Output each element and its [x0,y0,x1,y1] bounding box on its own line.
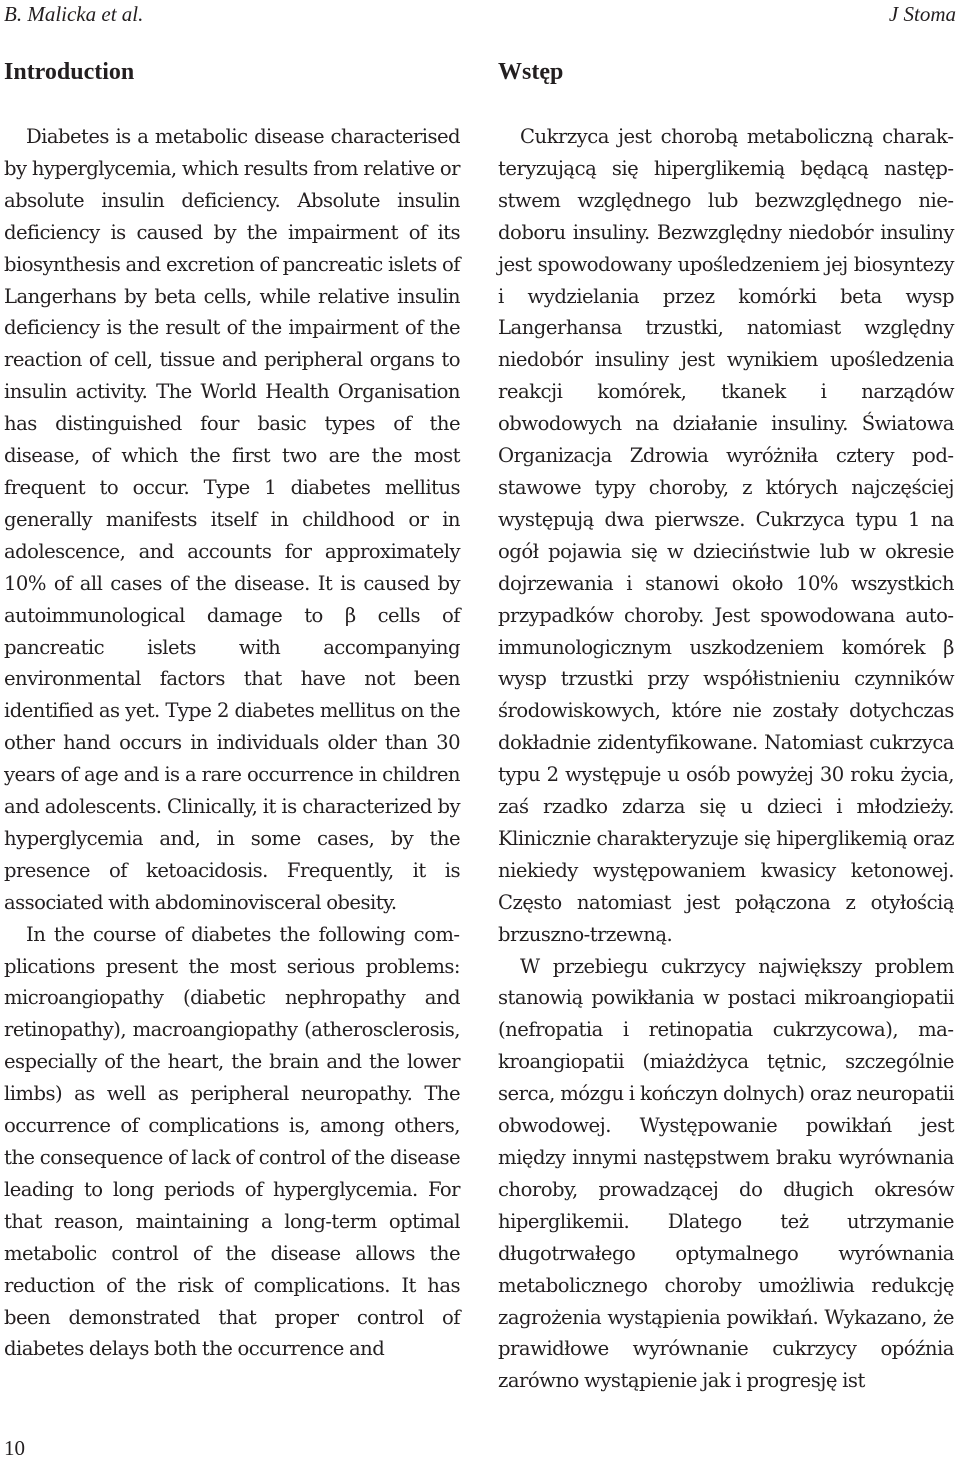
paragraph: W przebiegu cukrzycy największy problem stanowią powikłania w postaci mikroangiopatii (nefropatia i retinopatia cukrzycowa), makroangiopatii (miażdżyca tętnic, szczególnie serca, mózgu i kończyn dolnych) oraz neuropatii obwodowej. Występowanie powikłań jest między innymi następstwem braku wyrównania choroby, prowadzącej do długich okresów hiperglikemii. Dlatego też utrzymanie długotrwałego optymalnego wyrównania metabolicznego choroby umożliwia redukcję zagrożenia wystąpienia powikłań. Wykazano, że prawidłowe wyrównanie cukrzycy opóźnia zarówno wystąpienie jak i progresję ist [498,954,954,1393]
running-head-authors: B. Malicka et al. [4,2,144,26]
page-number: 10 [4,1436,25,1460]
section-heading-wstep: Wstęp [498,59,564,85]
section-heading-introduction: Introduction [4,59,135,85]
paragraph: Cukrzyca jest chorobą metaboliczną charakteryzującą się hiperglikemią będącą następstwem względnego lub bezwzględnego niedoboru insuliny. Bezwzględny niedobór insuliny jest spowodowany upośledzeniem jej biosyntezy i wydzielania przez komórki beta wysp Langerhansa trzustki, natomiast względny niedobór insuliny jest wynikiem upośledzenia reakcji komórek, tkanek i narządów obwodowych na działanie insuliny. Światowa Organizacja Zdrowia wyróżniła cztery podstawowe typy choroby, z których najczęściej występują dwa pierwsze. Cukrzyca typu 1 na ogół pojawia się w dzieciństwie lub w okresie dojrzewania i stanowi około 10% wszystkich przypadków choroby. Jest spowodowana autoimmunologicznym uszkodzeniem komórek β wysp trzustki przy współistnieniu czynników środowiskowych, które nie zostały dotychczas dokładnie zidentyfikowane. Natomiast cukrzyca typu 2 występuje u osób powyżej 30 roku życia, zaś rzadko zdarza się u dzieci i młodzieży. Klinicznie charakteryzuje się hiperglikemią oraz niekiedy występowaniem kwasicy ketonowej. Często natomiast jest połączona z otyłością brzuszno-trzewną. [498,125,954,946]
left-column-english [4,56,460,1365]
paragraph: Diabetes is a metabolic disease characterised by hyperglycemia, which results from relative or absolute insulin deficiency. Absolute insulin deficiency is caused by the impairment of its biosynthesis and excretion of pancreatic islets of Langerhans by beta cells, while relative insulin deficiency is the result of the impairment of the reaction of cell, tissue and peripheral organs to insulin activity. The World Health Organisation has distinguished four basic types of the disease, of which the first two are the most frequent to occur. Type 1 diabetes mellitus generally manifests itself in childhood or in adolescence, and accounts for approximately 10% of all cases of the disease. It is caused by autoimmunological damage to β cells of pancreatic islets with accompanying environmental factors that have not been identified as yet. Type 2 diabetes mellitus on the other hand occurs in individuals older than 30 years of age and is a rare occurrence in children and adolescents. Clinically, it is characterized by hyperglycemia and, in some cases, by the presence of ketoacidosis. Frequently, it is associated with abdominovisceral obesity. [4,125,460,914]
running-head-journal: J Stoma [888,2,956,26]
paragraph: In the course of diabetes the following complications present the most serious problems: microangiopathy (diabetic nephropathy and retinopathy), macroangiopathy (atherosclerosis, especially of the heart, the brain and the lower limbs) as well as peripheral neuropathy. The occurrence of complications is, among others, the consequence of lack of control of the disease leading to long periods of hyperglycemia. For that reason, maintaining a long-term optimal metabolic control of the disease allows the reduction of the risk of complications. It has been demonstrated that proper control of diabetes delays both the occurrence and [4,922,460,1361]
right-column-polish [498,56,954,1397]
